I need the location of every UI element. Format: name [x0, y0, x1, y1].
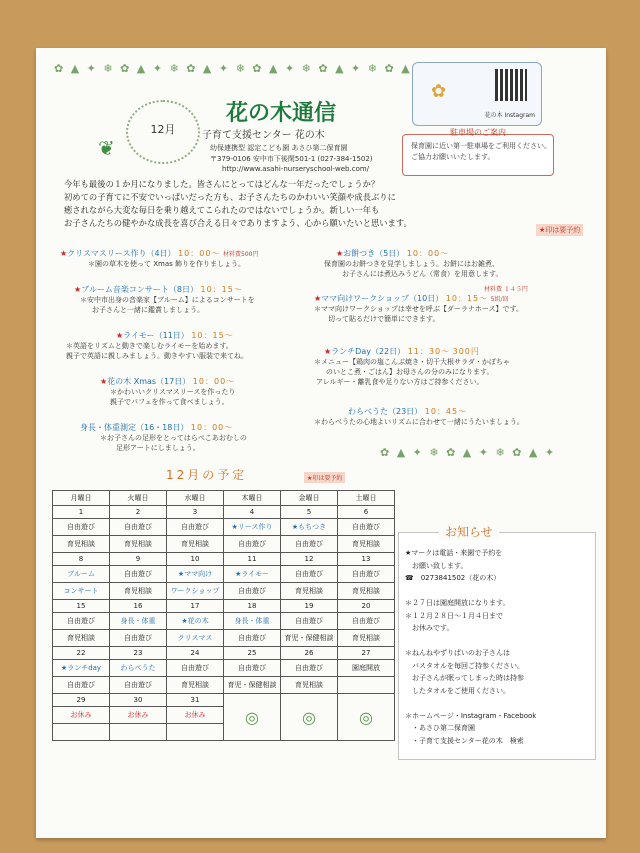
notice-line: ＊２７日は園庭開放になります。 — [405, 599, 510, 607]
date-cell: 20 — [338, 600, 395, 613]
activity-cell: お休み — [167, 707, 224, 724]
activity-cell: 自由遊び — [224, 583, 281, 600]
activity-cell: 自由遊び — [338, 566, 395, 583]
activity-cell: 育児相談 — [167, 536, 224, 553]
activity-cell: 自由遊び — [53, 613, 110, 630]
activity-cell: 自由遊び — [167, 519, 224, 536]
activity-cell: 育児相談 — [53, 536, 110, 553]
activity-cell: 自由遊び — [110, 677, 167, 694]
parking-line: ご協力お願いいたします。 — [411, 153, 495, 161]
date-cell: 19 — [281, 600, 338, 613]
notice-title: お知らせ — [439, 523, 499, 540]
activity-cell: 自由遊び — [224, 536, 281, 553]
activity-cell: 育児相談 — [167, 677, 224, 694]
event-xmas: ★花の木 Xmas（17日） 10：00～ ＊かわいいクリスマスリースを作ったり 親子でパフェを作って食べましょう。 — [100, 377, 236, 406]
schedule-reservation-badge: ★印は要予約 — [304, 472, 345, 483]
date-cell: 8 — [53, 553, 110, 566]
day-header: 水曜日 — [167, 491, 224, 506]
activity-cell: ★ランチday — [53, 660, 110, 677]
date-cell: 25 — [224, 647, 281, 660]
date-cell: 27 — [338, 647, 395, 660]
activity-cell: 自由遊び — [110, 566, 167, 583]
wreath-icon: ◎ — [224, 694, 281, 741]
parking-notice — [402, 128, 554, 176]
event-workshop: 材料費 １４５円 ★ママ向けワークショップ（10日） 10：15～ 5組/回 ＊ママ向けワークショップは幸せを呼ぶ【ダーラナホース】です。 切って貼るだけで簡単にできます。 — [314, 286, 528, 323]
date-cell: 10 — [167, 553, 224, 566]
activity-cell: 育児相談 — [338, 536, 395, 553]
date-cell: 15 — [53, 600, 110, 613]
activity-cell — [110, 724, 167, 741]
activity-cell: 自由遊び — [53, 519, 110, 536]
date-cell: 9 — [110, 553, 167, 566]
newsletter-title: 花の木通信 — [226, 100, 337, 126]
date-cell: 31 — [167, 694, 224, 707]
notice-line — [405, 635, 536, 648]
day-header: 月曜日 — [53, 491, 110, 506]
flower-icon: ✿ — [431, 81, 447, 102]
day-header: 土曜日 — [338, 491, 395, 506]
date-cell: 26 — [281, 647, 338, 660]
notice-line: ★マークは電話・来園で予約を — [405, 549, 503, 557]
calendar-header-row — [53, 491, 395, 506]
activity-cell — [53, 724, 110, 741]
activity-cell — [338, 677, 395, 694]
activity-cell: お休み — [110, 707, 167, 724]
notice-line: お休みです。 — [405, 624, 454, 632]
activity-cell: 身長・体重 — [224, 613, 281, 630]
activity-cell: 自由遊び — [224, 660, 281, 677]
activity-cell: クリスマス — [167, 630, 224, 647]
intro-message — [64, 178, 564, 230]
activity-cell: 育児相談 — [281, 677, 338, 694]
notice-line: ＊１２月２８日～１月４日まで — [405, 611, 503, 620]
notice-line — [405, 697, 536, 710]
instagram-box — [412, 62, 542, 126]
day-header: 金曜日 — [281, 491, 338, 506]
intro-line: 初めての子育てに不安でいっぱいだった方も、お子さんたちのかわいい笑顔や成長ぶりに — [64, 192, 396, 202]
decoration-garland-top: ✿ ▲ ✦ ❄ ✿ ▲ ✦ ❄ ✿ ▲ ✦ ❄ ✿ ▲ ✦ ❄ ✿ ▲ ✦ ❄ ✿ ▲ — [54, 62, 412, 75]
holly-icon: ❦ — [98, 136, 115, 160]
activity-cell: 自由遊び — [338, 613, 395, 630]
activity-cell: 育児・保健相談 — [281, 630, 338, 647]
date-cell: 24 — [167, 647, 224, 660]
decoration-garland-middle: ✿ ▲ ✦ ❄ ✿ ▲ ✦ ❄ ✿ ▲ ✦ — [380, 446, 557, 459]
activity-cell: 自由遊び — [281, 613, 338, 630]
notice-line: ・あさひ第二保育園 — [405, 724, 475, 732]
date-cell: 6 — [338, 506, 395, 519]
website-url: http://www.asahi-nurseryschool-web.com/ — [222, 165, 370, 173]
notice-line: ＊ねんねやずりばいのお子さんは — [405, 649, 510, 657]
activity-cell: 自由遊び — [224, 630, 281, 647]
activity-cell: 自由遊び — [167, 660, 224, 677]
reservation-badge: ★印は要予約 — [536, 224, 583, 236]
event-warabeuta: わらべうた（23日） 10：45～ ＊わらべうたの心地よいリズムに合わせて一緒にうたいましょう。 — [314, 407, 524, 426]
parking-title: 駐車場のご案内 — [450, 128, 506, 137]
activity-cell: 育児相談 — [110, 536, 167, 553]
event-mochi: ★お餅つき（5日） 10：00～ 保育園のお餅つきを見学しましょう。お餅にはお雑煮、 お子さんには煮込みうどん（常食）を用意します。 — [324, 249, 503, 278]
activity-cell: 育児・保健相談 — [224, 677, 281, 694]
date-cell: 29 — [53, 694, 110, 707]
newsletter-page — [36, 48, 606, 838]
date-cell: 11 — [224, 553, 281, 566]
activity-cell: 園庭開放 — [338, 660, 395, 677]
activity-cell: 自由遊び — [110, 519, 167, 536]
date-cell: 12 — [281, 553, 338, 566]
wreath-icon: ◎ — [281, 694, 338, 741]
date-cell: 1 — [53, 506, 110, 519]
notice-line: したタオルをご使用ください。 — [405, 686, 510, 695]
date-cell: 18 — [224, 600, 281, 613]
notice-line: バスタオルを毎回ご持参ください。 — [405, 661, 524, 670]
activity-cell: 身長・体重 — [110, 613, 167, 630]
activity-cell: ブルーム — [53, 566, 110, 583]
activity-cell: ワークショップ — [167, 583, 224, 600]
notice-line — [405, 585, 536, 598]
qr-code-icon — [495, 69, 527, 101]
activity-cell: ★ママ向け — [167, 566, 224, 583]
date-cell: 2 — [110, 506, 167, 519]
event-measurement: 身長・体重測定（16・18日） 10：00～ ＊お子さんの足形をとってはらぺこあおむしの 足形アートにしましょう。 — [80, 423, 247, 452]
date-cell: 13 — [338, 553, 395, 566]
date-cell: 3 — [167, 506, 224, 519]
date-cell: 30 — [110, 694, 167, 707]
date-cell: 5 — [281, 506, 338, 519]
center-name: 子育て支援センター 花の木 — [202, 130, 325, 141]
activity-cell: 育児相談 — [110, 583, 167, 600]
notice-line: ☎ 0273841502（花の木） — [405, 574, 501, 582]
month-badge: 12月 — [126, 100, 200, 164]
address: 〒379-0106 安中市下後閑501-1 (027-384-1502) — [210, 155, 373, 163]
intro-line: 癒されながら大変な毎日を乗り越えてこられたのではないでしょうか。新しい一年も — [64, 205, 380, 215]
activity-cell — [167, 724, 224, 741]
intro-line: 今年も最後の１か月になりました。皆さんにとってはどんな一年だったでしょうか？ — [64, 179, 380, 189]
day-header: 火曜日 — [110, 491, 167, 506]
activity-cell: コンサート — [53, 583, 110, 600]
date-cell: 17 — [167, 600, 224, 613]
activity-cell: 育児相談 — [338, 583, 395, 600]
notice-line: ・子育て支援センター花の木 検索 — [405, 736, 524, 745]
activity-cell: わらべうた — [110, 660, 167, 677]
activity-cell: 自由遊び — [110, 630, 167, 647]
activity-cell: ★ライモー — [224, 566, 281, 583]
activity-cell: 自由遊び — [53, 677, 110, 694]
activity-cell: ★リース作り — [224, 519, 281, 536]
date-cell: 16 — [110, 600, 167, 613]
event-wreath: ★クリスマスリース作り（4日） 10：00～ 材料費500円 ＊園の草木を使って Xmas 飾りを作りましょう。 — [60, 249, 259, 268]
day-header: 木曜日 — [224, 491, 281, 506]
activity-cell: 自由遊び — [281, 536, 338, 553]
date-cell: 23 — [110, 647, 167, 660]
schedule-title: 12月の予定 — [166, 468, 248, 482]
intro-line: お子さんたちの健やかな成長を喜び合える日々でありますよう、心から願いたいと思います。 — [64, 218, 412, 228]
activity-cell: 自由遊び — [281, 566, 338, 583]
activity-cell: 自由遊び — [281, 660, 338, 677]
notice-line: お子さんが眠ってしまった時は持参 — [405, 674, 524, 682]
school-name: 幼保連携型 認定こども園 あさひ第二保育園 — [210, 144, 348, 152]
date-cell: 22 — [53, 647, 110, 660]
date-cell: 4 — [224, 506, 281, 519]
activity-cell: お休み — [53, 707, 110, 724]
notice-line: お願い致します。 — [405, 561, 468, 570]
event-lunch: ★ランチDay（22日） 11：30～ 300円 ＊メニュー【鶏肉の塩こんぶ焼き・切干大根サラダ・かぼちゃ のいとこ煮・ごはん】お母さんの分のみになります。 アレルギー・離乳食や足りない方はご持参ください。 — [314, 347, 510, 386]
activity-cell: 育児相談 — [53, 630, 110, 647]
activity-cell: ★花の木 — [167, 613, 224, 630]
event-concert: ★ブルーム音楽コンサート（8日） 10：15～ ＊安中市出身の音楽家【ブルーム】によるコンサートを お子さんと一緒に鑑賞しましょう。 — [74, 285, 255, 314]
notice-line: ＊ホームページ・Instagram・Facebook — [405, 711, 537, 720]
parking-line: 保育園に近い第一駐車場をご利用ください。 — [411, 142, 551, 150]
notice-box — [398, 525, 596, 760]
activity-cell: 育児相談 — [281, 583, 338, 600]
instagram-caption: 花の木 Instagram — [484, 112, 535, 119]
activity-cell: ★もちつき — [281, 519, 338, 536]
activity-cell: 育児相談 — [338, 630, 395, 647]
event-raimo: ★ライモー（11日） 10：15～ ＊英語をリズムと動きで楽しむライモーを始めます。 親子で英語に親しみましょう。動きやすい服装で来てね。 — [66, 331, 248, 360]
monthly-calendar — [52, 490, 395, 741]
wreath-icon: ◎ — [338, 694, 395, 741]
activity-cell: 自由遊び — [338, 519, 395, 536]
